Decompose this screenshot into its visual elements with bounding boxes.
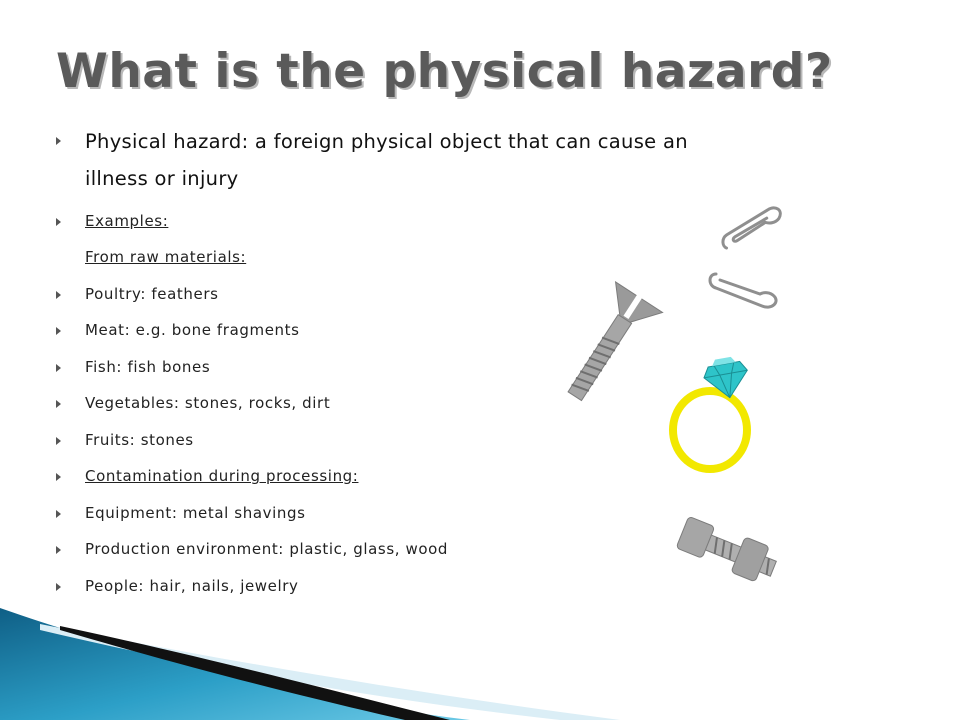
bullet-arrow-icon: [56, 473, 61, 481]
bullet-arrow-icon: [56, 218, 61, 226]
slide-title: What is the physical hazard?: [56, 44, 833, 99]
bolt-icon: [672, 516, 786, 590]
list-item: [56, 285, 219, 303]
list-item-text: People: hair, nails, jewelry: [85, 577, 299, 595]
intro-bullet: [56, 123, 688, 197]
corner-swoosh-decoration: [0, 590, 960, 720]
diamond-ring-icon: [664, 354, 764, 476]
list-item: [56, 431, 194, 449]
bullet-arrow-icon: [56, 137, 61, 145]
list-item: [56, 504, 306, 522]
list-item-text: Equipment: metal shavings: [85, 504, 306, 522]
list-item: [56, 394, 330, 412]
list-item-text: Meat: e.g. bone fragments: [85, 321, 300, 339]
bullet-arrow-icon: [56, 437, 61, 445]
intro-line-1: Physical hazard: a foreign physical object that can cause an: [85, 130, 688, 153]
bullet-arrow-icon: [56, 327, 61, 335]
screw-icon: [548, 280, 668, 410]
list-item-text: Fish: fish bones: [85, 358, 211, 376]
intro-line-2: illness or injury: [85, 167, 239, 190]
bullet-arrow-icon: [56, 510, 61, 518]
list-item: [56, 358, 210, 376]
list-item-text: Poultry: feathers: [85, 285, 219, 303]
processing-label: Contamination during processing:: [85, 467, 359, 485]
examples-bullet: [56, 212, 168, 230]
examples-label: Examples:: [85, 212, 169, 230]
list-item-text: Production environment: plastic, glass, wood: [85, 540, 449, 558]
list-item: [56, 321, 300, 339]
list-item-text: Vegetables: stones, rocks, dirt: [85, 394, 331, 412]
bullet-arrow-icon: [56, 400, 61, 408]
bullet-arrow-icon: [56, 291, 61, 299]
raw-materials-heading: [56, 248, 246, 266]
list-item: [56, 540, 448, 558]
paperclip-icon: [718, 204, 790, 252]
intro-text: [85, 123, 688, 197]
bullet-arrow-icon: [56, 364, 61, 372]
processing-heading: [56, 467, 358, 485]
bullet-arrow-icon: [56, 546, 61, 554]
list-item-text: Fruits: stones: [85, 431, 194, 449]
raw-materials-label: From raw materials:: [85, 248, 247, 266]
paperclip-icon: [706, 266, 782, 312]
